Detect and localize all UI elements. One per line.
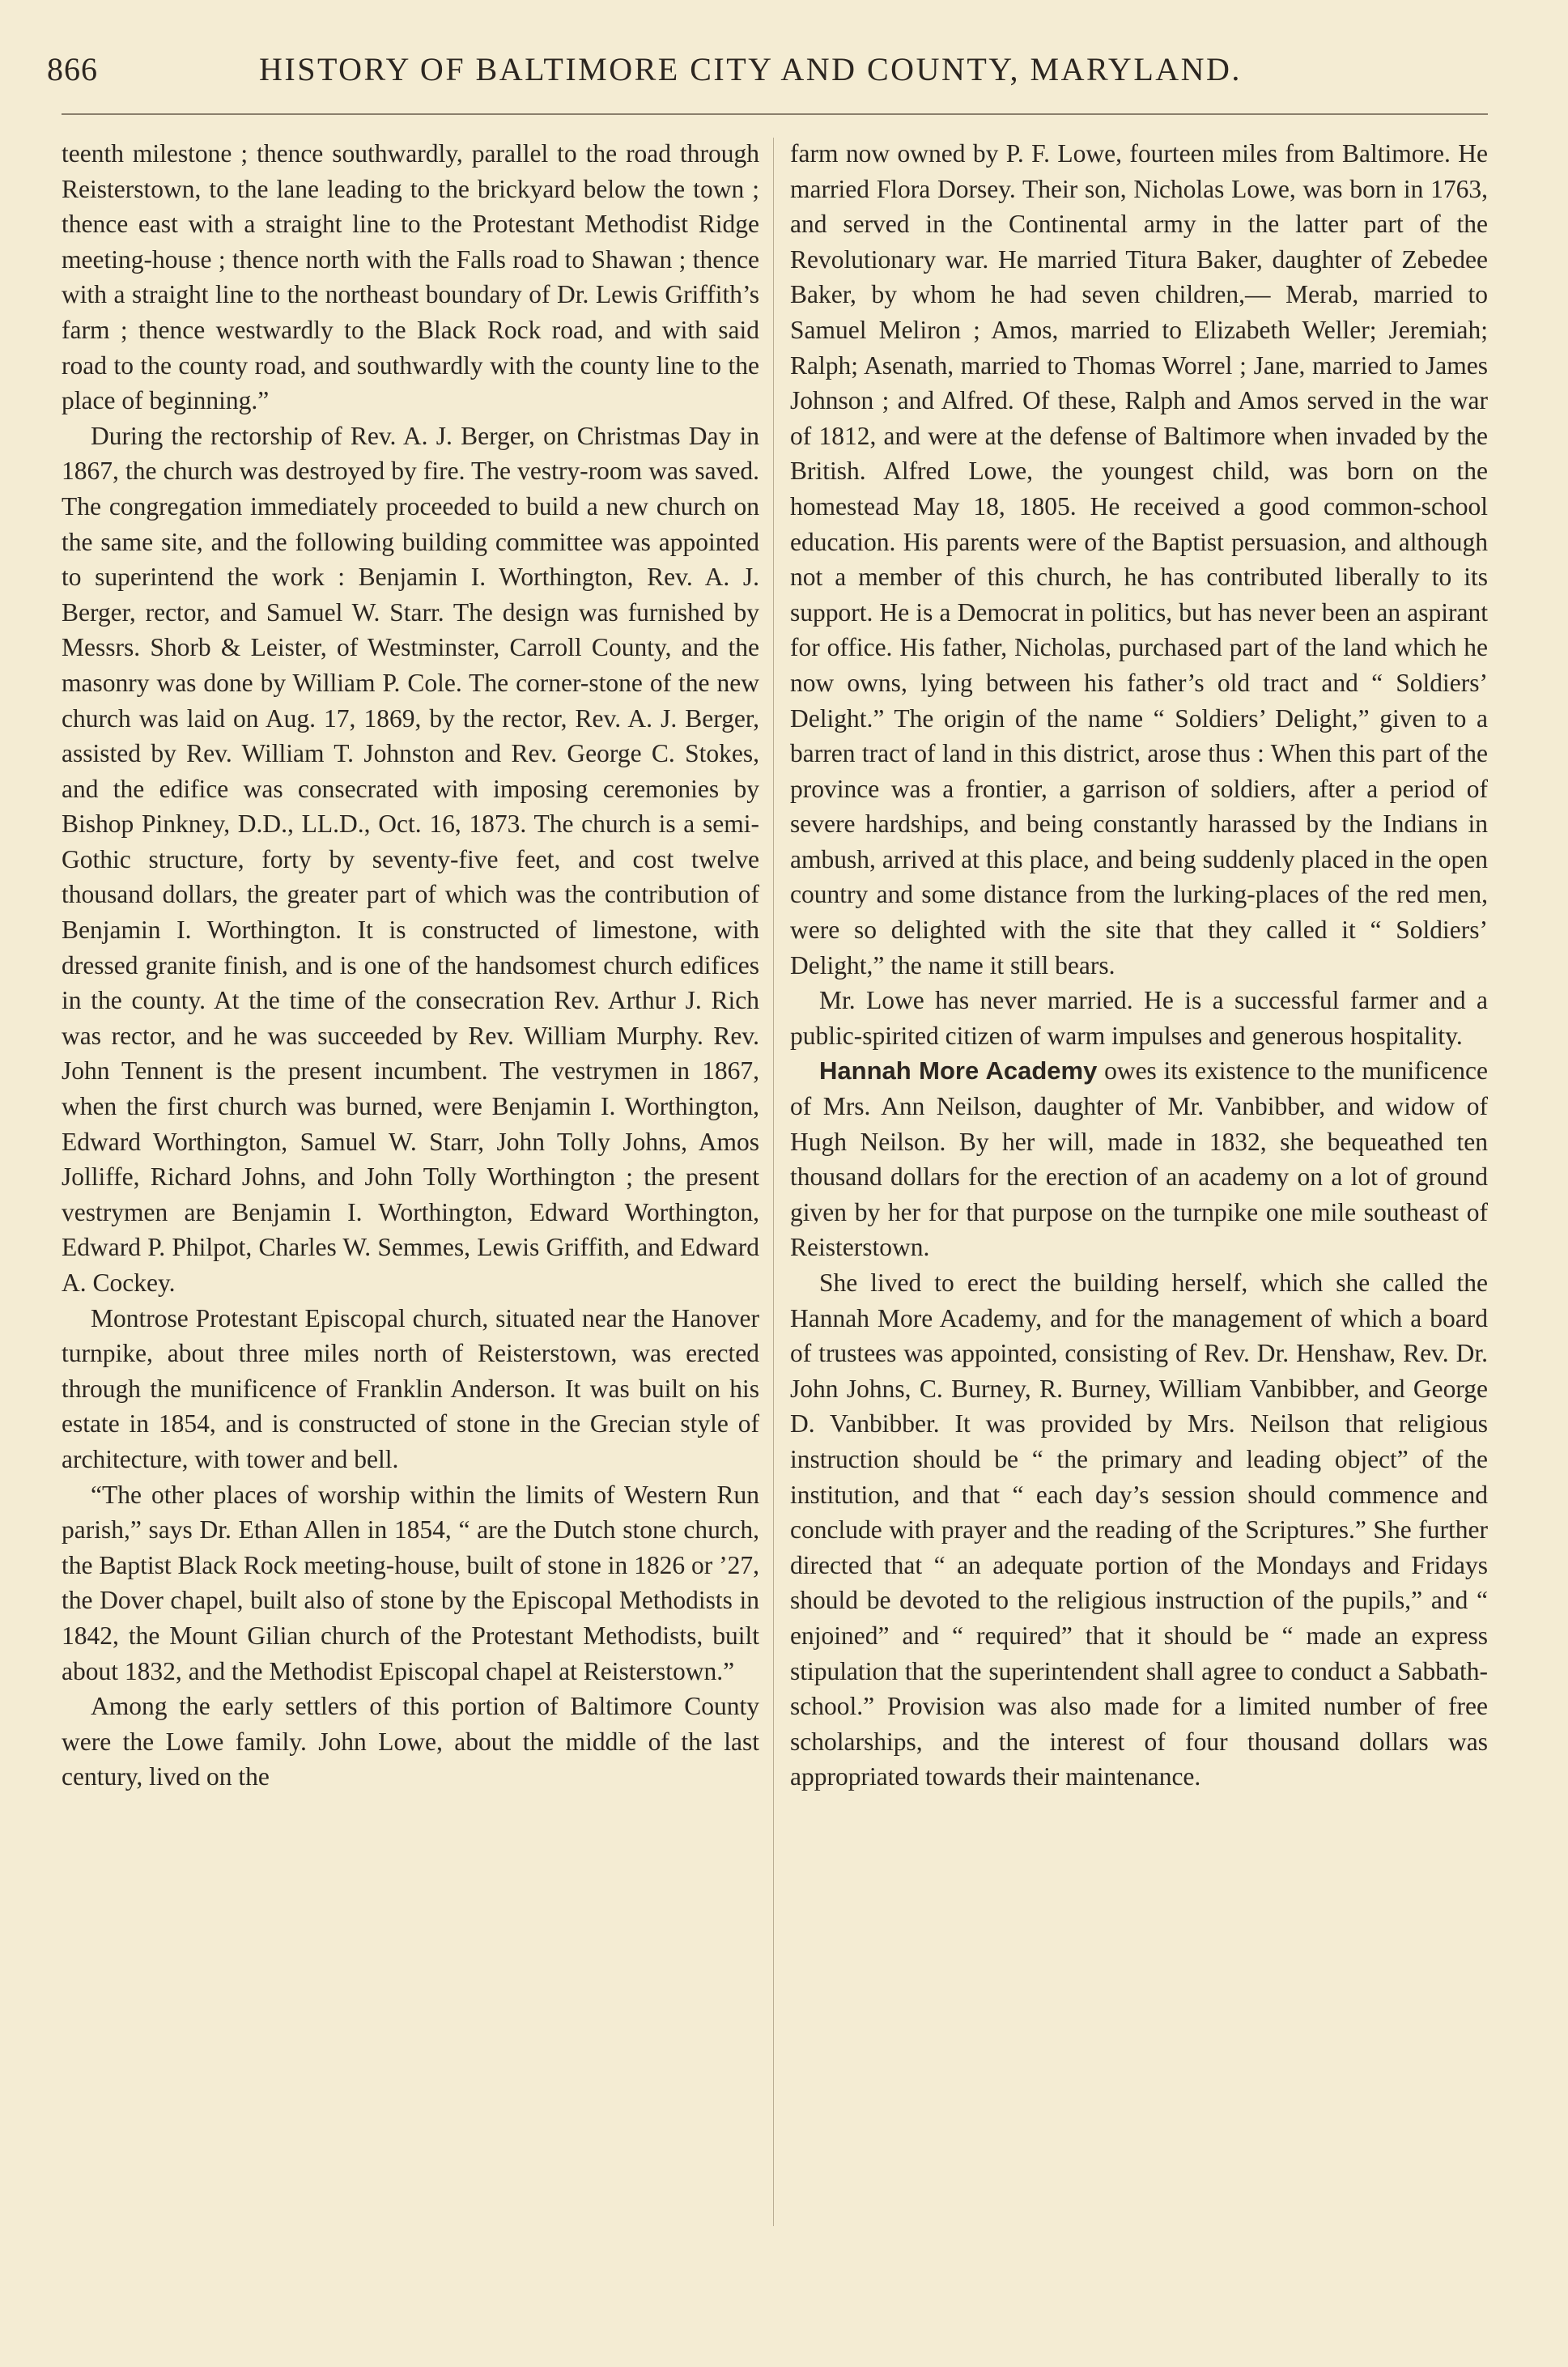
- paragraph: teenth milestone ; thence southwardly, parallel to the road through Reisterstown, to the lane leading to the brickyard below the town ; thence east with a straight line to the Protestant Methodist Ridge meeting-house ; thence north with the Falls road to Shawan ; thence with a straight line to the northeast boundary of Dr. Lewis Griffith’s farm ; thence westwardly to the Black Rock road, and with said road to the county road, and southwardly with the county line to the place of beginning.”: [62, 139, 759, 415]
- paragraph: During the rectorship of Rev. A. J. Berger, on Christmas Day in 1867, the church was destroyed by fire. The vestry-room was saved. The congregation immediately proceeded to build a new church on the same site, and the following building committee was appointed to superintend the work : Benjamin I. Worthington, Rev. A. J. Berger, rector, and Samuel W. Starr. The design was furnished by Messrs. Shorb & Leister, of Westminster, Carroll County, and the masonry was done by William P. Cole. The corner-stone of the new church was laid on Aug. 17, 1869, by the rector, Rev. A. J. Berger, assisted by Rev. William T. Johnston and Rev. George C. Stokes, and the edifice was consecrated with imposing ceremonies by Bishop Pinkney, D.D., LL.D., Oct. 16, 1873. The church is a semi-Gothic structure, forty by seventy-five feet, and cost twelve thousand dollars, the greater part of which was the contribution of Benjamin I. Worthington. It is constructed of limestone, with dressed granite finish, and is one of the handsomest church edifices in the county. At the time of the consecration Rev. Arthur J. Rich was rector, and he was succeeded by Rev. William Murphy. Rev. John Tennent is the present incumbent. The vestrymen in 1867, when the first church was burned, were Benjamin I. Worthington, Edward Worthington, Samuel W. Starr, John Tolly Johns, Amos Jolliffe, Richard Johns, and John Tolly Worthington ; the present vestrymen are Benjamin I. Worthington, Edward Worthington, Edward P. Philpot, Charles W. Semmes, Lewis Griffith, and Edward A. Cockey.: [62, 421, 759, 1297]
- paragraph: Mr. Lowe has never married. He is a successful farmer and a public-spirited citizen of warm impulses and generous hospitality.: [790, 986, 1488, 1050]
- left-column: [62, 136, 759, 1795]
- page-header: [47, 50, 1522, 99]
- running-head: HISTORY OF BALTIMORE CITY AND COUNTY, MARYLAND.: [259, 51, 1242, 87]
- paragraph-hannah-more: [790, 1053, 1488, 1265]
- paragraph: She lived to erect the building herself, which she called the Hannah More Academy, and for the management of which a board of trustees was appointed, consisting of Rev. Dr. Henshaw, Rev. Dr. John Johns, C. Burney, R. Burney, William Vanbibber, and George D. Vanbibber. It was provided by Mrs. Neilson that religious instruction should be “ the primary and leading object” of the institution, and that “ each day’s session should commence and conclude with prayer and the reading of the Scriptures.” She further directed that “ an adequate portion of the Mondays and Fridays should be devoted to the religious instruction of the pupils,” and “ enjoined” and “ required” that it should be “ made an express stipulation that the superintendent shall agree to conduct a Sabbath-school.” Provision was also made for a limited number of free scholarships, and the interest of four thousand dollars was appropriated towards their maintenance.: [790, 1268, 1488, 1791]
- paragraph: Among the early settlers of this portion of Baltimore County were the Lowe family. John Lowe, about the middle of the last century, lived on the: [62, 1692, 759, 1791]
- paragraph: “The other places of worship within the limits of Western Run parish,” says Dr. Ethan Allen in 1854, “ are the Dutch stone church, the Baptist Black Rock meeting-house, built of stone in 1826 or ’27, the Dover chapel, built also of stone by the Episcopal Methodists in 1842, the Mount Gilian church of the Protestant Methodists, built about 1832, and the Methodist Episcopal chapel at Reisterstown.”: [62, 1480, 759, 1685]
- right-column: [790, 136, 1488, 1795]
- section-heading: Hannah More Academy: [819, 1056, 1098, 1086]
- paragraph: farm now owned by P. F. Lowe, fourteen miles from Baltimore. He married Flora Dorsey. Their son, Nicholas Lowe, was born in 1763, and served in the Continental army in the latter part of the Revolutionary war. He married Titura Baker, daughter of Zebedee Baker, by whom he had seven children,— Merab, married to Samuel Meliron ; Amos, married to Elizabeth Weller; Jeremiah; Ralph; Asenath, married to Thomas Worrel ; Jane, married to James Johnson ; and Alfred. Of these, Ralph and Amos served in the war of 1812, and were at the defense of Baltimore when invaded by the British. Alfred Lowe, the youngest child, was born on the homestead May 18, 1805. He received a good common-school education. His parents were of the Baptist persuasion, and although not a member of this church, he has contributed liberally to its support. He is a Democrat in politics, but has never been an aspirant for office. His father, Nicholas, purchased part of the land which he now owns, lying between his father’s old tract and “ Soldiers’ Delight.” The origin of the name “ Soldiers’ Delight,” given to a barren tract of land in this district, arose thus : When this part of the province was a frontier, a garrison of soldiers, after a period of severe hardships, and being constantly harassed by the Indians in ambush, arrived at this place, and being suddenly placed in the open country and some distance from the lurking-places of the red men, were so delighted with the site that they called it “ Soldiers’ Delight,” the name it still bears.: [790, 139, 1488, 980]
- paragraph: Montrose Protestant Episcopal church, situated near the Hanover turnpike, about three miles north of Reisterstown, was erected through the munificence of Franklin Anderson. It was built on his estate in 1854, and is constructed of stone in the Grecian style of architecture, with tower and bell.: [62, 1303, 759, 1473]
- paragraph-text: owes its existence to the munificence of Mrs. Ann Neilson, daughter of Mr. Vanbibber, and widow of Hugh Neilson. By her will, made in 1832, she bequeathed ten thousand dollars for the erection of an academy on a lot of ground given by her for that purpose on the turnpike one mile southeast of Reisterstown.: [790, 1056, 1489, 1262]
- column-divider: [773, 138, 774, 2226]
- header-rule: [62, 113, 1488, 115]
- page-number: 866: [47, 51, 98, 87]
